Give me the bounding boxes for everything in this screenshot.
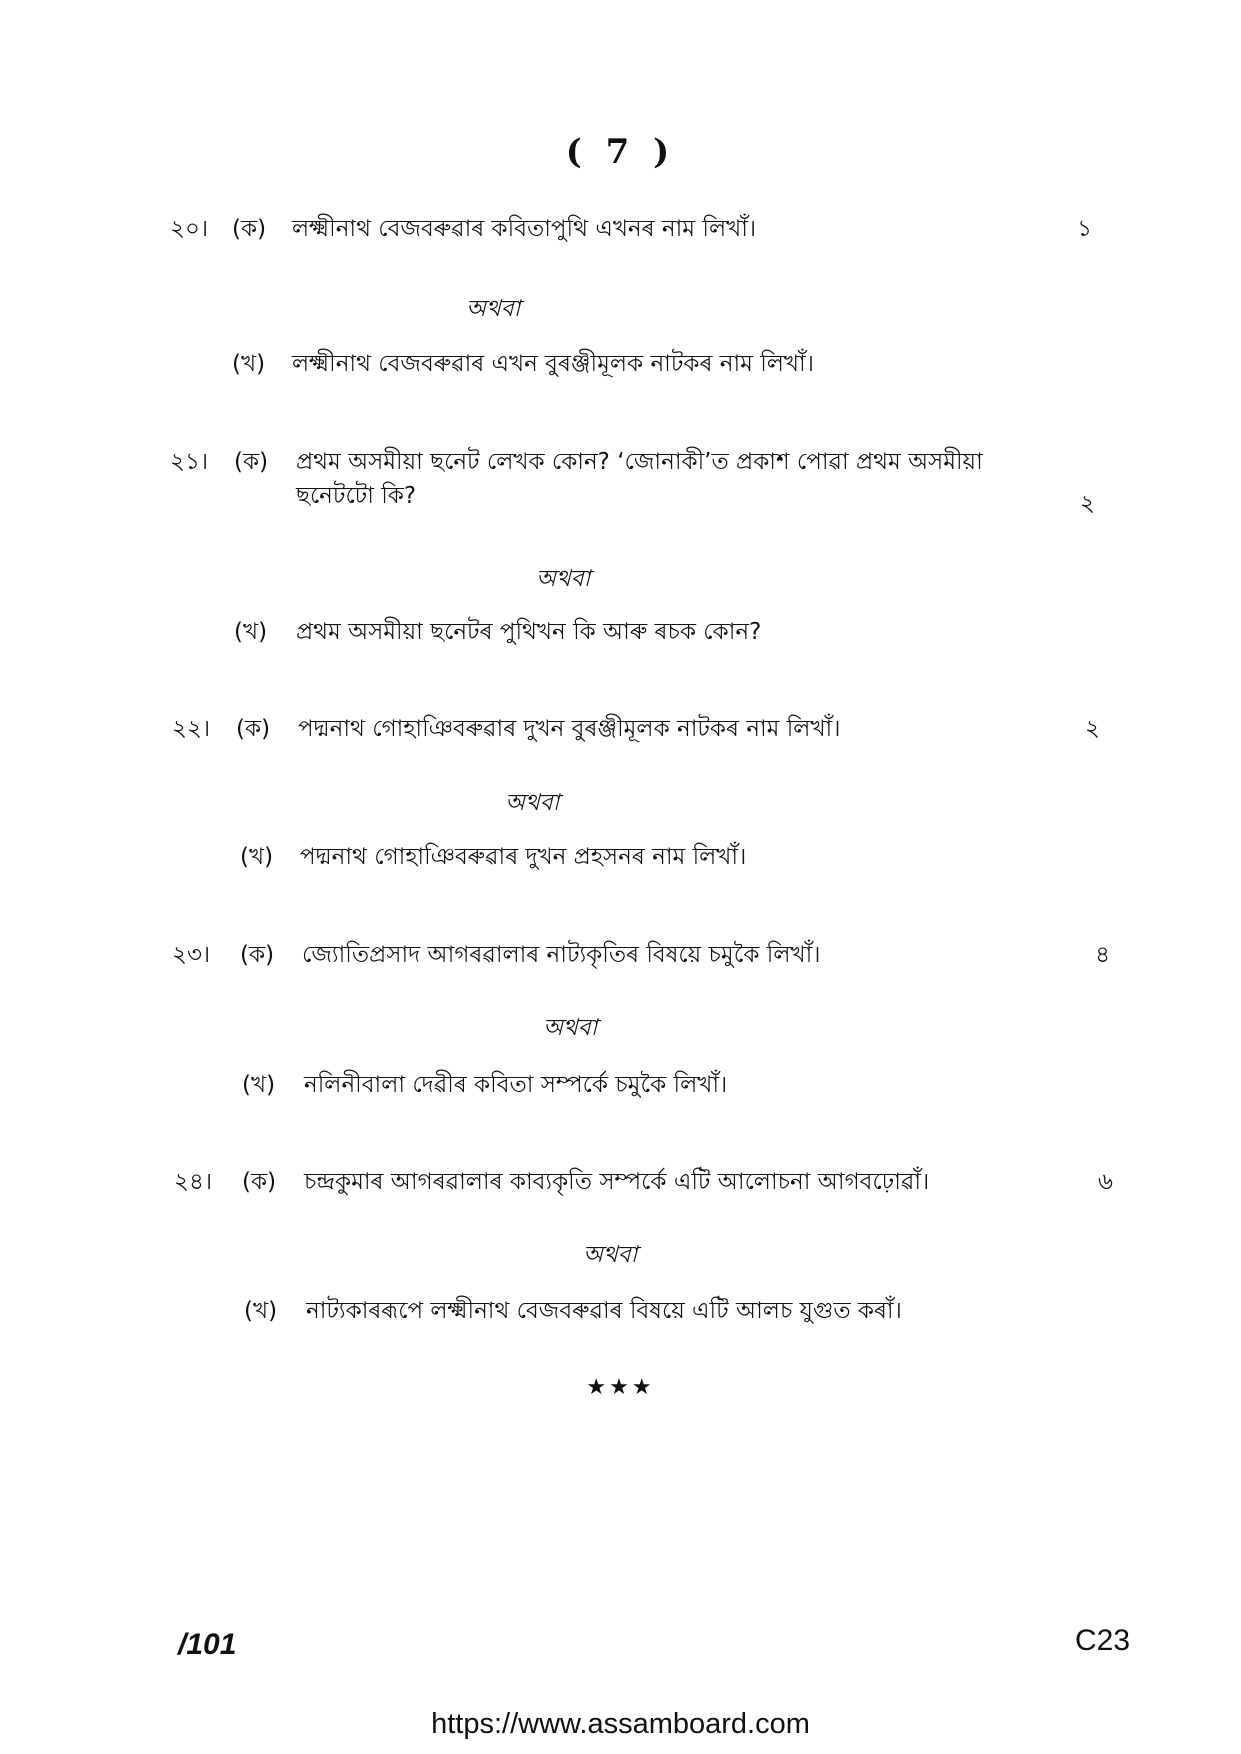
part-a-text: চন্দ্ৰকুমাৰ আগৰৱালাৰ কাব্যকৃতি সম্পৰ্কে এটি আলোচনা আগবঢ়োৱাঁ। (304, 1169, 930, 1195)
part-b-label: (খ) (232, 351, 266, 377)
part-b-text: প্ৰথম অসমীয়া ছনেটৰ পুথিখন কি আৰু ৰচক কোন? (296, 619, 762, 645)
marks: ১ (1077, 216, 1092, 242)
part-a-text: জ্যোতিপ্ৰসাদ আগৰৱালাৰ নাট্যকৃতিৰ বিষয়ে চমুকৈ লিখাঁ। (302, 942, 821, 968)
part-a-text: পদ্মনাথ গোহাঞিবৰুৱাৰ দুখন বুৰঞ্জীমূলক নাটকৰ নাম লিখাঁ। (298, 716, 841, 742)
or-separator: অথবা (536, 566, 591, 592)
part-b-text: লক্ষ্মীনাথ বেজবৰুৱাৰ এখন বুৰঞ্জীমূলক নাটকৰ নাম লিখাঁ। (292, 351, 814, 377)
part-b-text: পদ্মনাথ গোহাঞিবৰুৱাৰ দুখন প্ৰহসনৰ নাম লিখাঁ। (300, 844, 747, 870)
part-b-label: (খ) (244, 1298, 278, 1324)
question-number: ২২। (172, 716, 211, 742)
marks: ৪ (1095, 942, 1110, 968)
part-a-text: প্ৰথম অসমীয়া ছনেট লেখক কোন? ‘জোনাকী’ত প্ৰকাশ পোৱা প্ৰথম অসমীয়া ছনেটটো কি? (296, 449, 983, 509)
or-separator: অথবা (466, 296, 521, 322)
part-a-text: লক্ষ্মীনাথ বেজবৰুৱাৰ কবিতাপুথি এখনৰ নাম লিখাঁ। (292, 216, 757, 242)
marks: ৬ (1098, 1169, 1113, 1195)
marks: ২ (1085, 716, 1100, 742)
page-number: ( 7 ) (565, 132, 676, 172)
part-b-label: (খ) (242, 1072, 276, 1098)
question-number: ২০। (170, 216, 209, 242)
part-a-label: (ক) (236, 716, 271, 742)
series-code: C23 (1075, 1624, 1131, 1657)
part-a-label: (ক) (242, 1169, 277, 1195)
question-number: ২৩। (172, 942, 211, 968)
part-b-label: (খ) (240, 844, 274, 870)
or-separator: অথবা (505, 790, 560, 816)
or-separator: অথবা (583, 1242, 638, 1268)
question-number: ২১। (170, 449, 209, 475)
watermark-url: https://www.assamboard.com (431, 1708, 810, 1740)
paper-code: /101 (178, 1628, 237, 1661)
part-b-label: (খ) (234, 619, 268, 645)
part-b-text: নাট্যকাৰৰূপে লক্ষ্মীনাথ বেজবৰুৱাৰ বিষয়ে এটি আলচ যুগুত কৰাঁ। (306, 1298, 902, 1324)
question-number: ২৪। (174, 1169, 213, 1195)
part-a-label: (ক) (232, 216, 267, 242)
end-of-paper-stars: ★★★ (586, 1375, 655, 1400)
part-a-label: (ক) (240, 942, 275, 968)
marks: ২ (1080, 491, 1095, 517)
part-a-label: (ক) (234, 449, 269, 475)
part-b-text: নলিনীবালা দেৱীৰ কবিতা সম্পৰ্কে চমুকৈ লিখাঁ। (304, 1072, 728, 1098)
or-separator: অথবা (543, 1015, 598, 1041)
